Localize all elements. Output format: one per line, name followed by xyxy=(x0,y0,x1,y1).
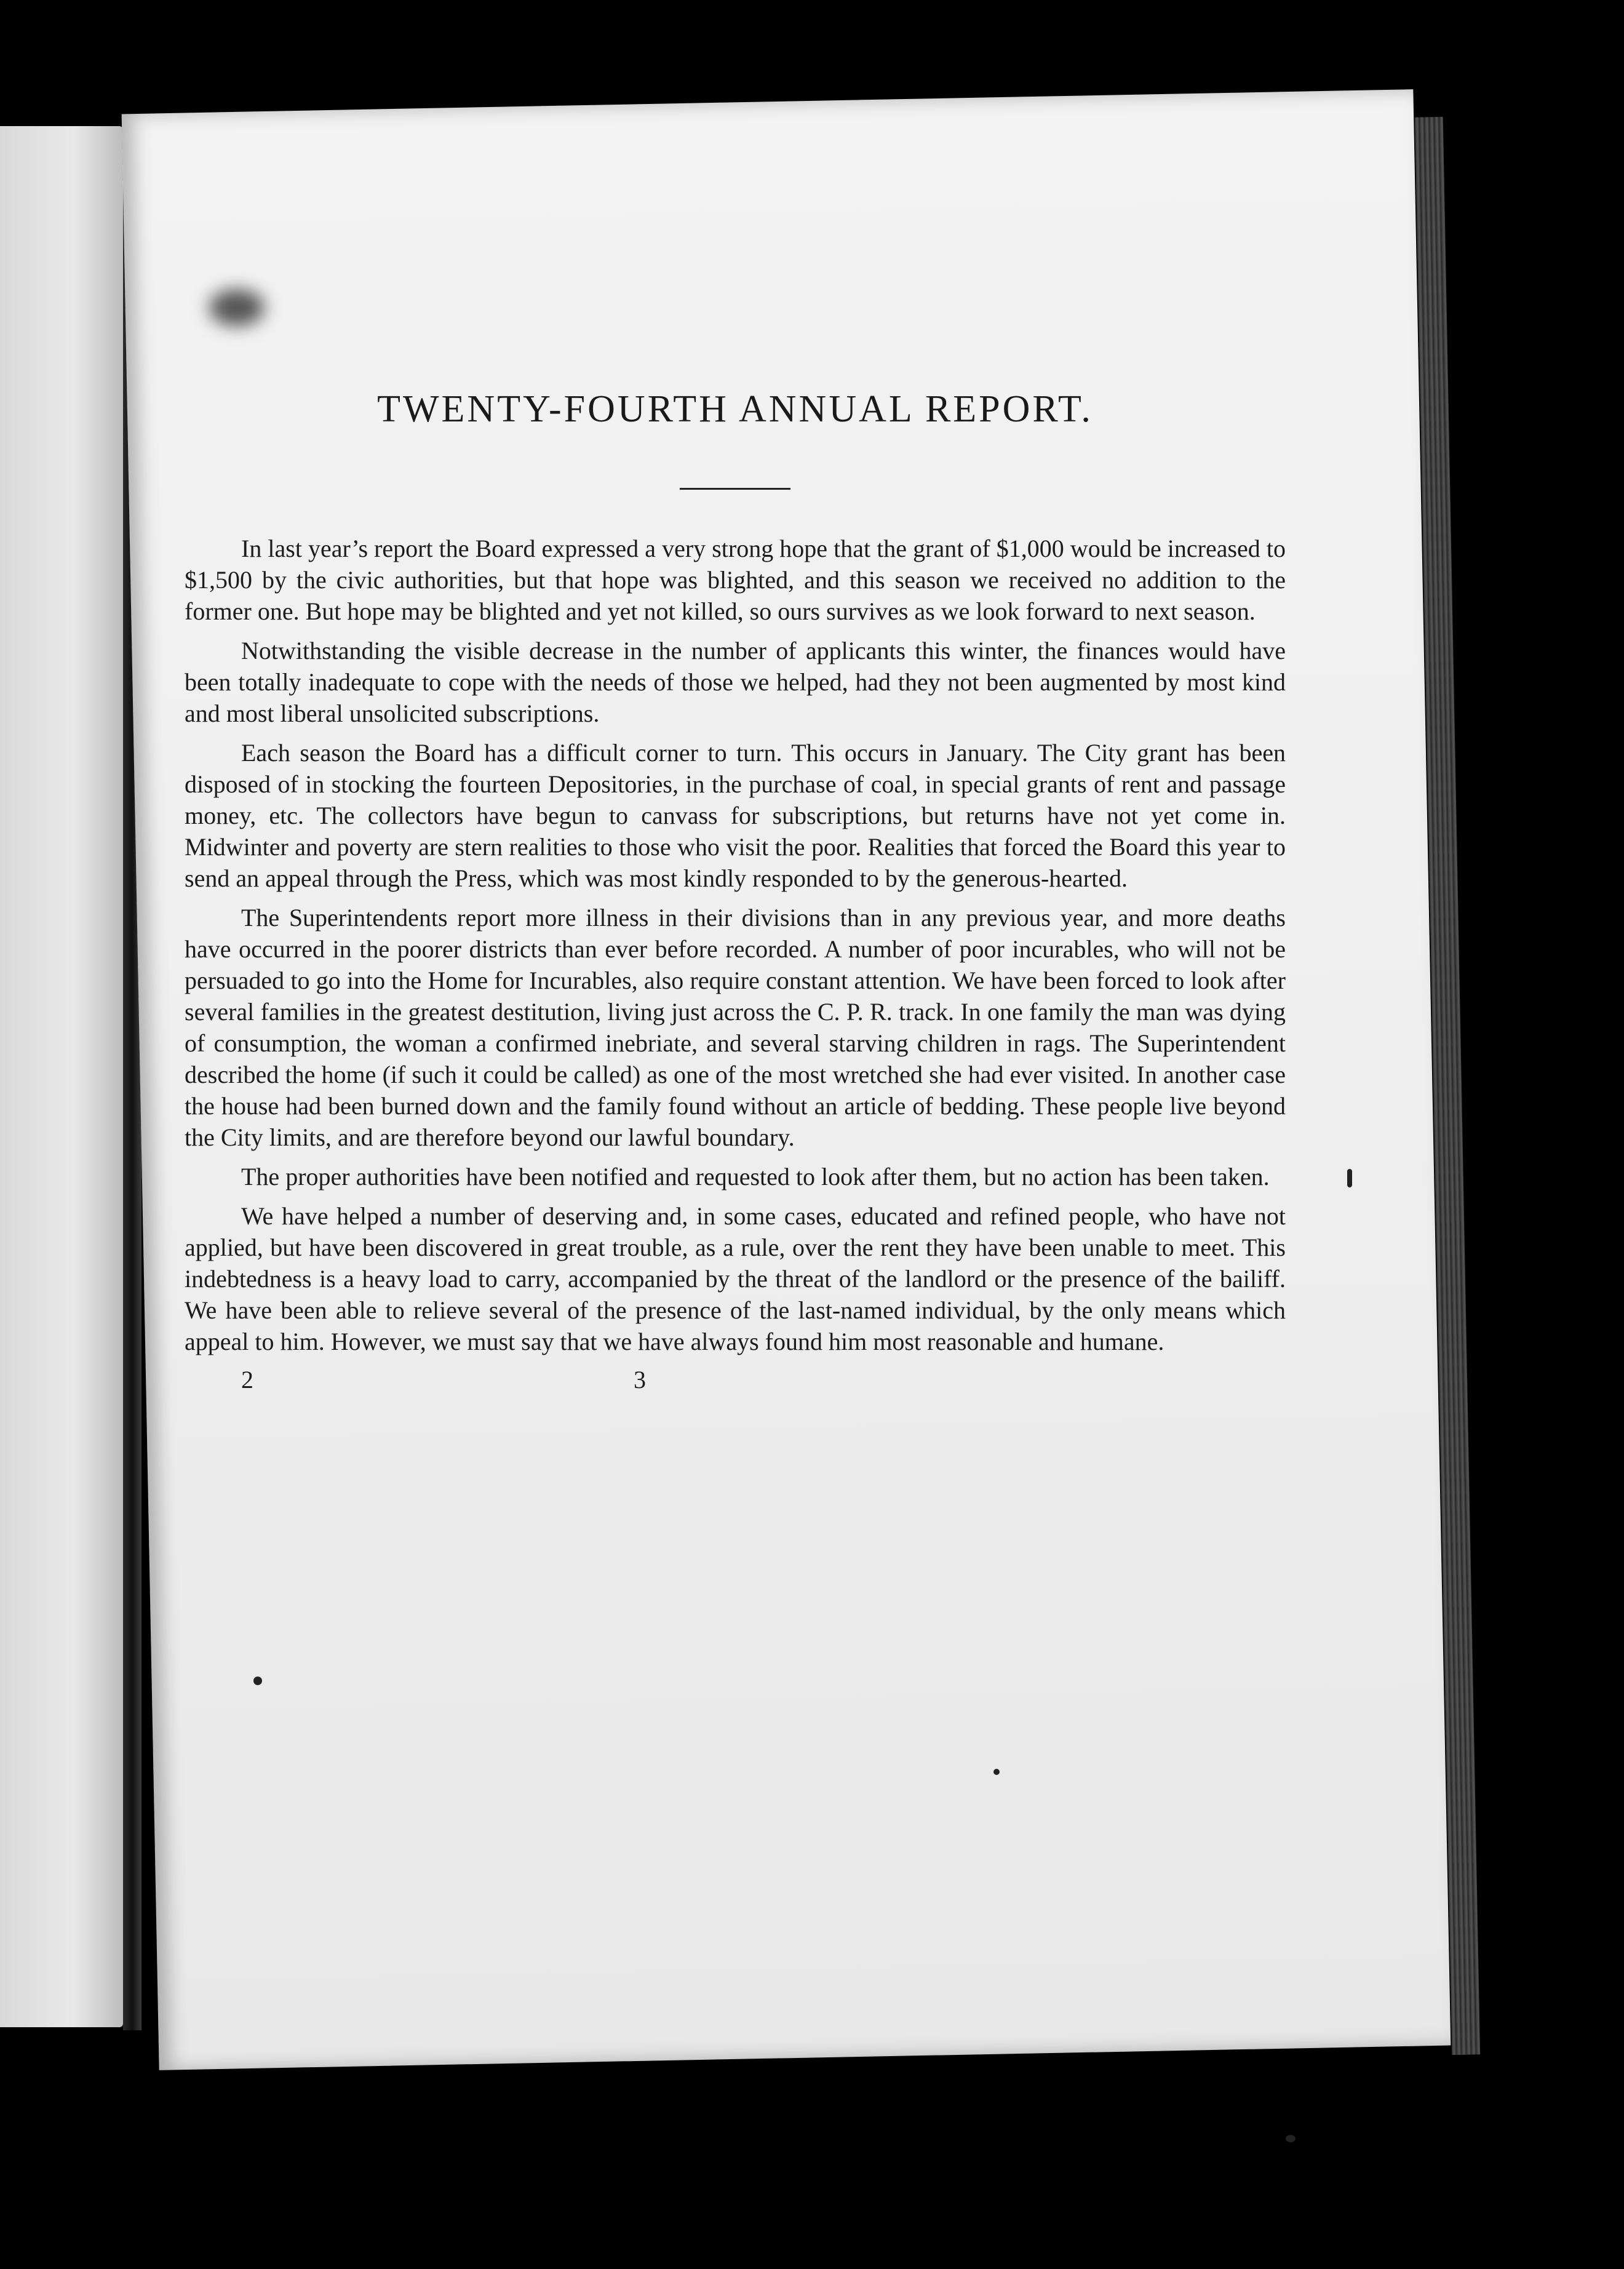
scan-speck xyxy=(1286,2135,1296,2142)
scan-speck xyxy=(209,289,265,326)
title-rule xyxy=(680,488,790,490)
scan-speck xyxy=(253,1677,262,1685)
page-content xyxy=(185,388,1286,1402)
scan-speck xyxy=(993,1769,1000,1775)
report-title: TWENTY-FOURTH ANNUAL REPORT. xyxy=(377,388,1093,430)
signature-mark: 2 xyxy=(241,1366,253,1394)
paragraph-1: In last year’s report the Board expressed a very strong hope that the grant of $1,000 would be increased to $1,500 by the civic authorities, but that hope was blighted, and this season we received no addition to the former one. But hope may be blighted and yet not killed, so ours survives as we look forward to next season. xyxy=(185,535,1286,625)
paragraph-2: Notwithstanding the visible decrease in the number of applicants this winter, the finances would have been totally inadequate to cope with the needs of those we helped, had they not been augmented by most kind and most liberal unsolicited subscriptions. xyxy=(185,637,1286,727)
left-page-edge xyxy=(0,126,123,2027)
paragraph-3: Each season the Board has a difficult corner to turn. This occurs in January. The City grant has been disposed of in stocking the fourteen Depositories, in the purchase of coal, in special grants of rent and passage money, etc. The collectors have begun to canvass for subscriptions, but returns have not yet come in. Midwinter and poverty are stern realities to those who visit the poor. Realities that forced the Board this year to send an appeal through the Press, which was most kindly responded to by the generous-hearted. xyxy=(185,739,1286,892)
paragraph-4: The Superintendents report more illness in their divisions than in any previous year, and more deaths have occurred in the poorer districts than ever before recorded. A number of poor incurables, who will not be persuaded to go into the Home for Incurables, also require constant attention. We have been forced to look after several families in the greatest destitution, living just across the C. P. R. track. In one family the man was dying of consumption, the woman a confirmed inebriate, and several starving children in rags. The Superintendent described the home (if such it could be called) as one of the most wretched she had ever visited. In another case the house had been burned down and the family found without an article of bedding. These people live beyond the City limits, and are therefore beyond our lawful boundary. xyxy=(185,904,1286,1151)
paragraph-6: We have helped a number of deserving and, in some cases, educated and refined people, who have not applied, but have been discovered in great trouble, as a rule, over the rent they have been unable to meet. This indebtedness is a heavy load to carry, accompanied by the threat of the landlord or the presence of the bailiff. We have been able to relieve several of the presence of the last-named individual, by the only means which appeal to him. However, we must say that we have always found him most reasonable and humane. xyxy=(185,1202,1286,1355)
page-footer xyxy=(185,1365,1286,1402)
page-number: 3 xyxy=(634,1366,646,1394)
paragraph-5: The proper authorities have been notified and requested to look after them, but no action has been taken. xyxy=(241,1163,1270,1190)
scan-speck xyxy=(1347,1169,1352,1187)
